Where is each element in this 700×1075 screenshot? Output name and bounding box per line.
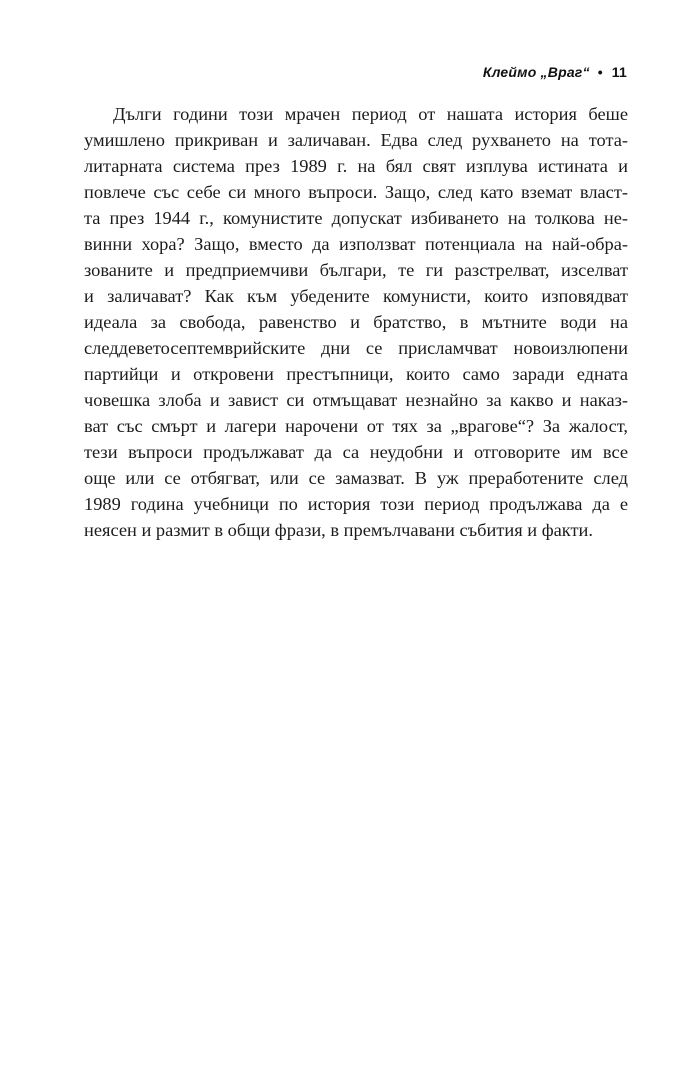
text-line: тези въпроси продължават да са неудобни и отговорите им все — [84, 442, 628, 462]
body-paragraph — [84, 101, 628, 543]
running-header-bullet: • — [597, 64, 603, 80]
text-line: литарната система през 1989 г. на бял свят изплува истината и — [84, 156, 628, 176]
text-line: умишлено прикриван и заличаван. Едва след рухването на тота- — [84, 130, 628, 150]
text-line: 1989 година учебници по история този период продължава да е — [84, 494, 628, 514]
text-line: още или се отбягват, или се замазват. В уж преработените след — [84, 468, 628, 488]
text-line: зованите и предприемчиви българи, те ги разстрелват, изселват — [84, 260, 628, 280]
running-header-title: Клеймо „Враг“ — [482, 64, 590, 80]
text-line: партийци и откровени престъпници, които само заради едната — [84, 364, 628, 384]
text-line: следдеветосептемврийските дни се присламчват новоизлюпени — [84, 338, 628, 358]
text-line: винни хора? Защо, вместо да използват потенциала на най-обра- — [84, 234, 628, 254]
page-number: 11 — [611, 64, 627, 80]
text-line: Дълги години този мрачен период от нашата история беше — [113, 104, 628, 124]
text-line: неясен и размит в общи фрази, в премълчавани събития и факти. — [84, 520, 593, 540]
text-line: идеала за свобода, равенство и братство, в мътните води на — [84, 312, 628, 332]
text-line: повлече със себе си много въпроси. Защо, след като вземат власт- — [84, 182, 628, 202]
text-line: човешка злоба и завист си отмъщават незнайно за какво и наказ- — [84, 390, 628, 410]
text-line: и заличават? Как към убедените комунисти, които изповядват — [84, 286, 628, 306]
text-line: ват със смърт и лагери нарочени от тях за „врагове“? За жалост, — [84, 416, 628, 436]
running-header — [483, 64, 627, 80]
text-line: та през 1944 г., комунистите допускат избиването на толкова не- — [84, 208, 628, 228]
